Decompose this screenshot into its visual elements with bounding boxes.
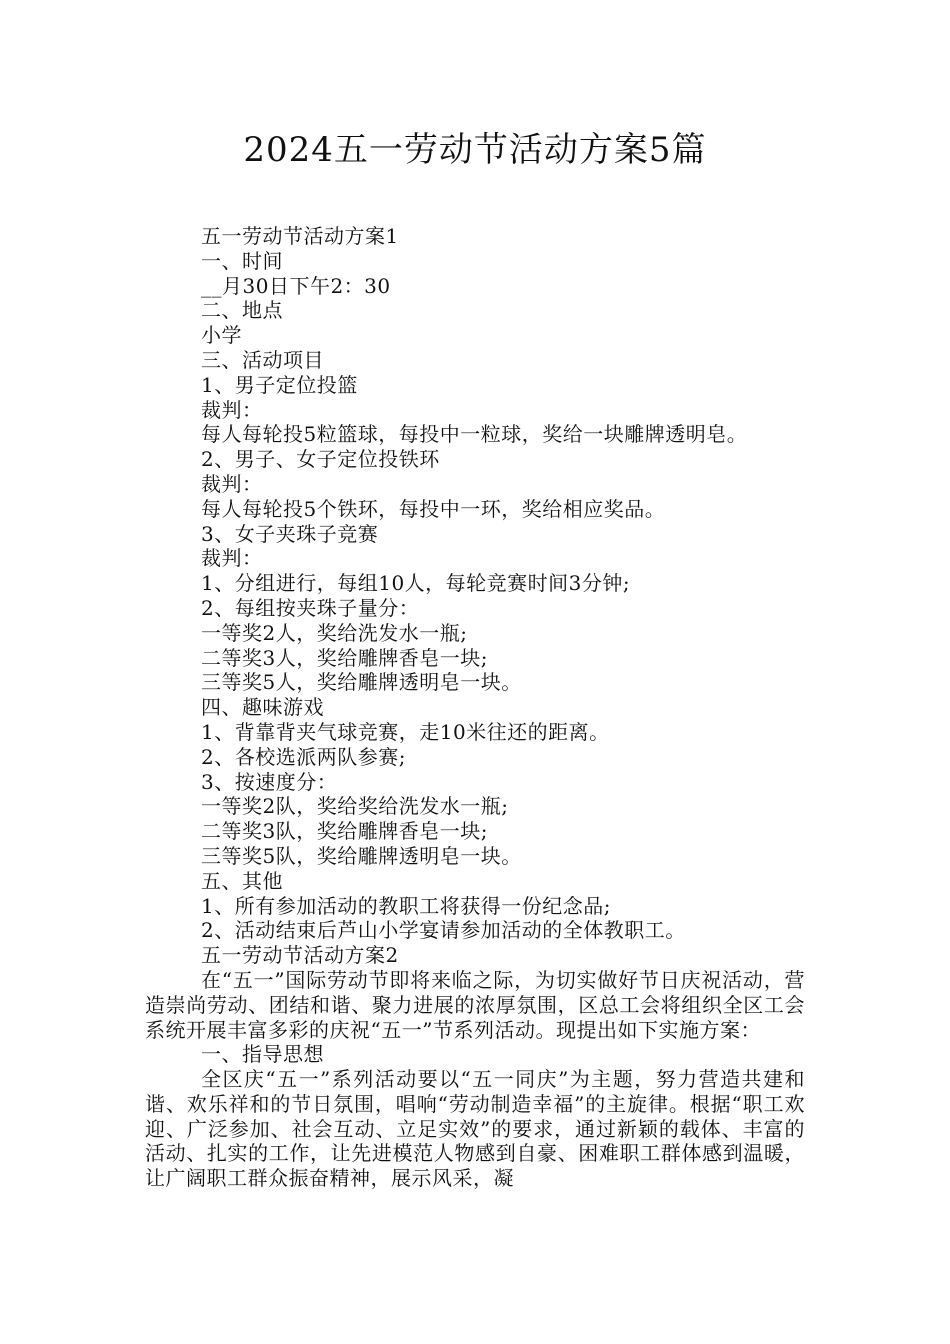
document-body bbox=[145, 224, 805, 1191]
heading-guiding-thought: 一、指导思想 bbox=[201, 1042, 324, 1067]
text-line: 三等奖5队，奖给雕牌透明皂一块。 bbox=[201, 843, 522, 868]
text-line: 3、女子夹珠子竞赛 bbox=[201, 521, 379, 546]
text-line: 2、活动结束后芦山小学宴请参加活动的全体教职工。 bbox=[201, 918, 686, 943]
text-line: 2、各校选派两队参赛; bbox=[201, 744, 406, 769]
text-line: 每人每轮投5粒篮球，每投中一粒球，奖给一块雕牌透明皂。 bbox=[201, 422, 748, 447]
text-line: 2、男子、女子定位投铁环 bbox=[201, 447, 440, 472]
text-line: 二等奖3人，奖给雕牌香皂一块; bbox=[201, 645, 488, 670]
guiding-paragraph: 全区庆“五一”系列活动要以“五一同庆”为主题，努力营造共建和谐、欢乐祥和的节日氛围，唱响“劳动制造幸福”的主旋律。根据“职工欢迎、广泛参加、社会互动、立足实效”的要求，通过新颖的载体、丰富的活动、扎实的工作，让先进模范人物感到自豪、困难职工群体感到温暖，让广阔职工群众振奋精神，展示风采，凝 bbox=[145, 1067, 805, 1191]
text-line: 一等奖2人，奖给洗发水一瓶; bbox=[201, 620, 468, 645]
text-line: 裁判： bbox=[201, 546, 263, 571]
text-line: 二等奖3队，奖给雕牌香皂一块; bbox=[201, 819, 488, 844]
heading-time: 一、时间 bbox=[201, 248, 283, 273]
text-line: 裁判： bbox=[201, 471, 263, 496]
text-line: 1、男子定位投篮 bbox=[201, 372, 358, 397]
text-line: 1、分组进行，每组10人，每轮竞赛时间3分钟; bbox=[201, 571, 631, 596]
page-title: 2024五一劳动节活动方案5篇 bbox=[243, 130, 707, 170]
text-line: 一等奖2队，奖给奖给洗发水一瓶; bbox=[201, 794, 509, 819]
heading-games: 四、趣味游戏 bbox=[201, 695, 324, 720]
intro-paragraph: 在“五一”国际劳动节即将来临之际，为切实做好节日庆祝活动，营造崇尚劳动、团结和谐、聚力进展的浓厚氛围，区总工会将组织全区工会系统开展丰富多彩的庆祝“五一”节系列活动。现提出如下实施方案： bbox=[145, 967, 805, 1042]
section-heading-plan-2: 五一劳动节活动方案2 bbox=[201, 943, 399, 968]
heading-activities: 三、活动项目 bbox=[201, 347, 324, 372]
text-line: 3、按速度分： bbox=[201, 769, 338, 794]
text-line: __月30日下午2：30 bbox=[201, 273, 391, 298]
text-line: 1、所有参加活动的教职工将获得一份纪念品; bbox=[201, 893, 611, 918]
heading-other: 五、其他 bbox=[201, 868, 283, 893]
heading-location: 二、地点 bbox=[201, 298, 283, 323]
text-line: 小学 bbox=[201, 323, 242, 348]
text-line: 每人每轮投5个铁环，每投中一环，奖给相应奖品。 bbox=[201, 496, 666, 521]
section-heading-plan-1: 五一劳动节活动方案1 bbox=[201, 224, 399, 248]
text-line: 1、背靠背夹气球竞赛，走10米往还的距离。 bbox=[201, 719, 610, 744]
text-line: 三等奖5人，奖给雕牌透明皂一块。 bbox=[201, 670, 522, 695]
text-line: 裁判： bbox=[201, 397, 263, 422]
text-line: 2、每组按夹珠子量分： bbox=[201, 595, 420, 620]
